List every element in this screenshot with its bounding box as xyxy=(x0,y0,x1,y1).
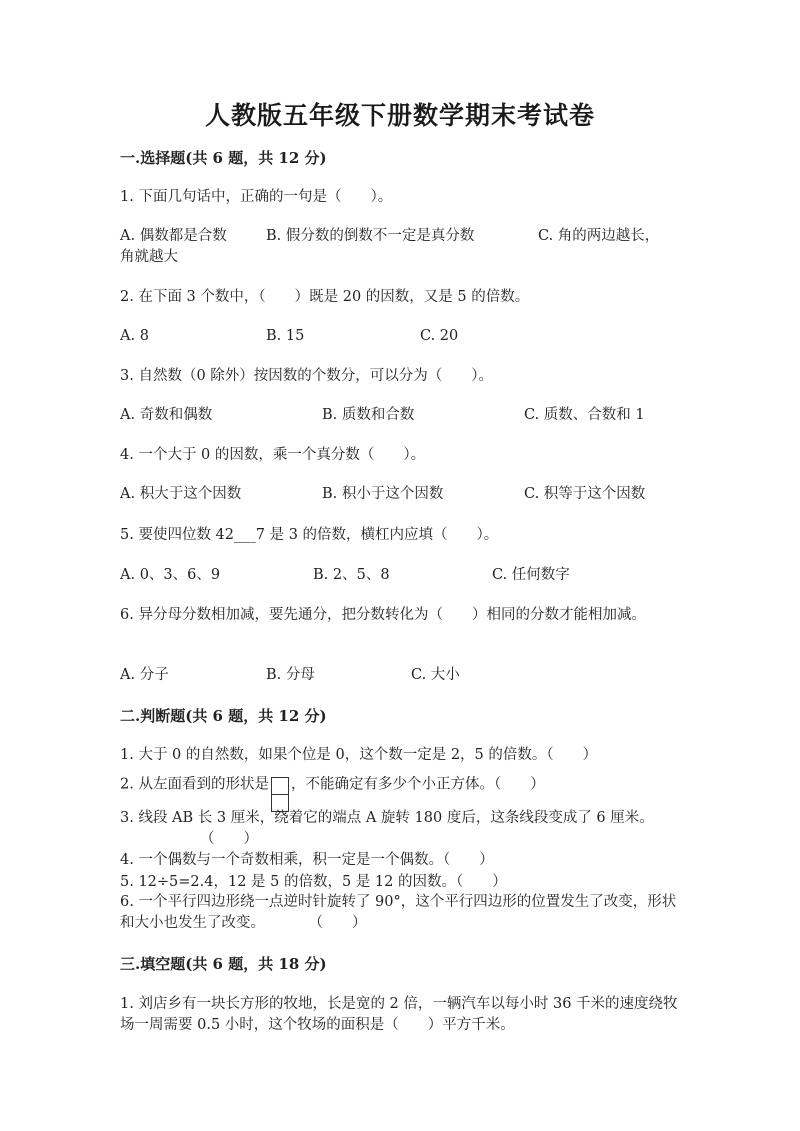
option-c: C. 角的两边越长， xyxy=(538,228,660,244)
question-1-2: 2. 在下面 3 个数中，（ ）既是 20 的因数，又是 5 的倍数。 xyxy=(120,289,530,305)
option-a: A. 0、3、6、9 xyxy=(120,567,221,583)
section-heading-fill-blank: 三.填空题(共 6 题，共 18 分) xyxy=(120,955,327,973)
question-2-2 xyxy=(120,767,545,802)
question-1-3: 3. 自然数（0 除外）按因数的个数分，可以分为（ ）。 xyxy=(120,368,494,384)
option-a: A. 8 xyxy=(120,328,149,344)
option-b: B. 积小于这个因数 xyxy=(322,486,444,502)
option-c: C. 20 xyxy=(420,328,459,344)
question-1-5: 5. 要使四位数 42___7 是 3 的倍数，横杠内应填（ ）。 xyxy=(120,527,499,543)
question-text: 2. 从左面看到的形状是 xyxy=(120,776,269,793)
question-2-1: 1. 大于 0 的自然数，如果个位是 0，这个数一定是 2，5 的倍数。（ ） xyxy=(120,747,598,763)
question-2-6: 6. 一个平行四边形绕一点逆时针旋转了 90°，这个平行四边形的位置发生了改变，形状和大小也发生了改变。 （ ） xyxy=(120,894,677,931)
section-heading-choice: 一.选择题(共 6 题，共 12 分) xyxy=(120,149,327,167)
question-text-continued: ，不能确定有多少个小正方体。（ ） xyxy=(290,776,545,793)
option-a: A. 积大于这个因数 xyxy=(120,486,242,502)
option-a: A. 奇数和偶数 xyxy=(120,407,213,423)
question-2-3: 3. 线段 AB 长 3 厘米，绕着它的端点 A 旋转 180 度后，这条线段变成了 6 厘米。 xyxy=(120,810,654,826)
option-c: C. 质数、合数和 1 xyxy=(524,407,645,423)
question-1-4: 4. 一个大于 0 的因数，乘一个真分数（ ）。 xyxy=(120,447,426,463)
question-1-1: 1. 下面几句话中，正确的一句是（ ）。 xyxy=(120,189,393,205)
option-b: B. 假分数的倒数不一定是真分数 xyxy=(266,228,475,244)
option-a: A. 分子 xyxy=(120,667,169,683)
answer-parentheses: （ ） xyxy=(200,831,258,847)
question-2-4: 4. 一个偶数与一个奇数相乘，积一定是一个偶数。（ ） xyxy=(120,852,494,868)
option-b: B. 质数和合数 xyxy=(322,407,415,423)
option-b: B. 分母 xyxy=(266,667,315,683)
option-c-continued: 角就越大 xyxy=(120,249,178,265)
page-title: 人教版五年级下册数学期末考试卷 xyxy=(204,101,595,130)
question-1-6: 6. 异分母分数相加减，要先通分，把分数转化为（ ）相同的分数才能相加减。 xyxy=(120,607,646,623)
question-3-1: 1. 刘店乡有一块长方形的牧地，长是宽的 2 倍，一辆汽车以每小时 36 千米的速度绕牧场一周需要 0.5 小时，这个牧场的面积是（ ）平方千米。 xyxy=(120,996,678,1033)
option-c: C. 任何数字 xyxy=(492,567,570,583)
option-c: C. 大小 xyxy=(411,667,460,683)
option-b: B. 2、5、8 xyxy=(313,567,390,583)
option-a: A. 偶数都是合数 xyxy=(120,228,227,244)
option-c: C. 积等于这个因数 xyxy=(524,486,646,502)
stacked-squares-figure xyxy=(271,777,289,812)
option-b: B. 15 xyxy=(266,328,305,344)
question-2-5: 5. 12÷5=2.4，12 是 5 的倍数，5 是 12 的因数。（ ） xyxy=(120,874,507,890)
section-heading-judgement: 二.判断题(共 6 题，共 12 分) xyxy=(120,707,327,725)
